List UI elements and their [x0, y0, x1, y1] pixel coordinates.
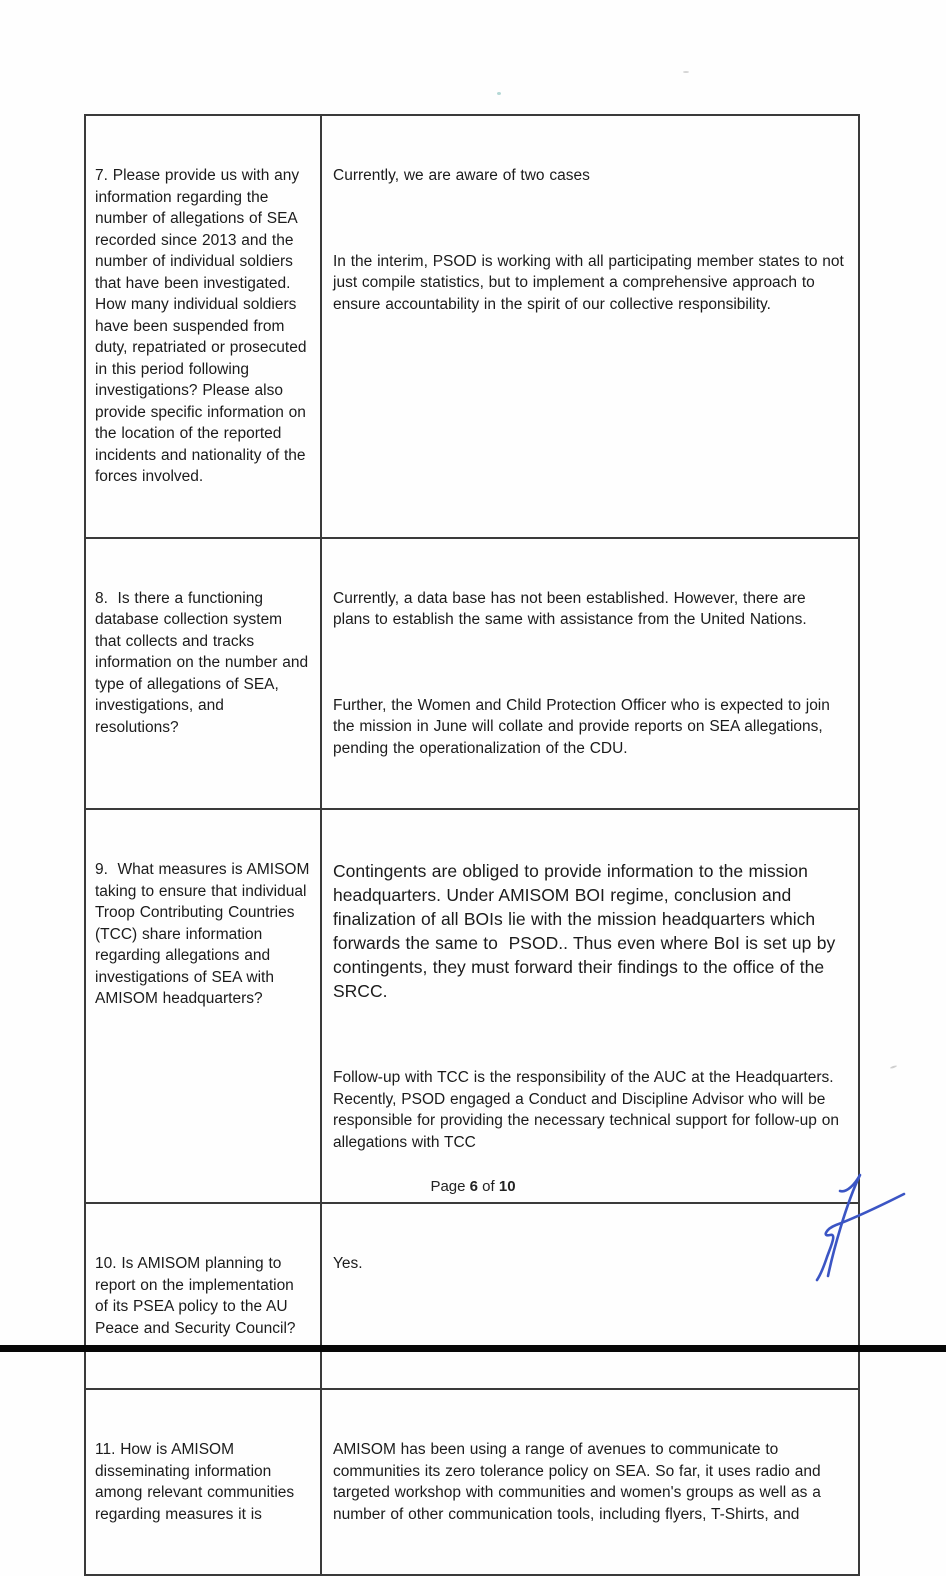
footer-page-number: 6	[469, 1178, 478, 1195]
table-row	[86, 116, 858, 537]
question-cell	[86, 1390, 322, 1574]
qa-table	[84, 114, 860, 1576]
question-text: 7. Please provide us with any information regarding the number of allegations of SEA recorded since 2013 and the number of individual soldiers that have been investigated. How many individual soldiers have been suspended from duty, repatriated or prosecuted in this period following investigations? Please also provide specific information on the location of the reported incidents and nationality of the forces involved.	[95, 167, 312, 485]
answer-cell	[322, 116, 858, 537]
answer-cell	[322, 1390, 858, 1574]
footer-of-label: of	[478, 1178, 499, 1195]
table-row	[86, 537, 858, 809]
answer-cell	[322, 539, 858, 809]
answer-paragraph: Currently, we are aware of two cases	[333, 167, 590, 184]
handwritten-signature-initial	[800, 1158, 915, 1293]
answer-paragraph: Follow-up with TCC is the responsibility of the AUC at the Headquarters. Recently, PSOD engaged a Conduct and Discipline Advisor who will be responsible for providing the necessary technical support for follow-up on allegations with TCC	[333, 1069, 844, 1151]
question-text: 9. What measures is AMISOM taking to ensure that individual Troop Contributing Countries (TCC) share information regarding allegations and investigations of SEA with AMISOM headquarters?	[95, 861, 315, 1007]
question-text: 11. How is AMISOM disseminating information among relevant communities regarding measures it is	[95, 1441, 299, 1523]
answer-paragraph: Contingents are obliged to provide information to the mission headquarters. Under AMISOM BOI regime, conclusion and finalization of all BOIs lie with the mission headquarters which forwards the same to PSOD.. Thus even where BoI is set up by contingents, they must forward their findings to the office of the SRCC.	[333, 861, 841, 1001]
question-cell	[86, 539, 322, 809]
question-cell	[86, 1204, 322, 1388]
answer-cell	[322, 1204, 858, 1388]
scan-artifact	[890, 1065, 897, 1069]
table-row	[86, 1202, 858, 1388]
scan-artifact	[497, 92, 501, 95]
footer-page-total: 10	[498, 1178, 516, 1195]
answer-paragraph: Yes.	[333, 1255, 363, 1272]
answer-paragraph: Currently, a data base has not been established. However, there are plans to establish the same with assistance from the United Nations.	[333, 589, 811, 628]
answer-paragraph: Further, the Women and Child Protection Officer who is expected to join the mission in June will collate and provide reports on SEA allegations, pending the operationalization of the CDU.	[333, 696, 835, 757]
table-row	[86, 808, 858, 1202]
question-cell	[86, 116, 322, 537]
answer-paragraph: AMISOM has been using a range of avenues to communicate to communities its zero tolerance policy on SEA. So far, it uses radio and targeted workshop with communities and women's groups as well as a number of other communication tools, including flyers, T-Shirts, and	[333, 1441, 826, 1523]
question-text: 10. Is AMISOM planning to report on the implementation of its PSEA policy to the AU Peace and Security Council?	[95, 1255, 299, 1337]
question-text: 8. Is there a functioning database collection system that collects and tracks information on the number and type of allegations of SEA, investigations, and resolutions?	[95, 589, 313, 736]
table-row	[86, 1388, 858, 1574]
footer-page-label: Page	[430, 1178, 470, 1195]
scan-artifact	[683, 71, 689, 73]
answer-cell	[322, 810, 858, 1202]
answer-paragraph: In the interim, PSOD is working with all participating member states to not just compile statistics, but to implement a comprehensive approach to ensure accountability in the spirit of our collective responsibility.	[333, 252, 849, 313]
question-cell	[86, 810, 322, 1202]
scan-bottom-bar	[0, 1345, 946, 1352]
